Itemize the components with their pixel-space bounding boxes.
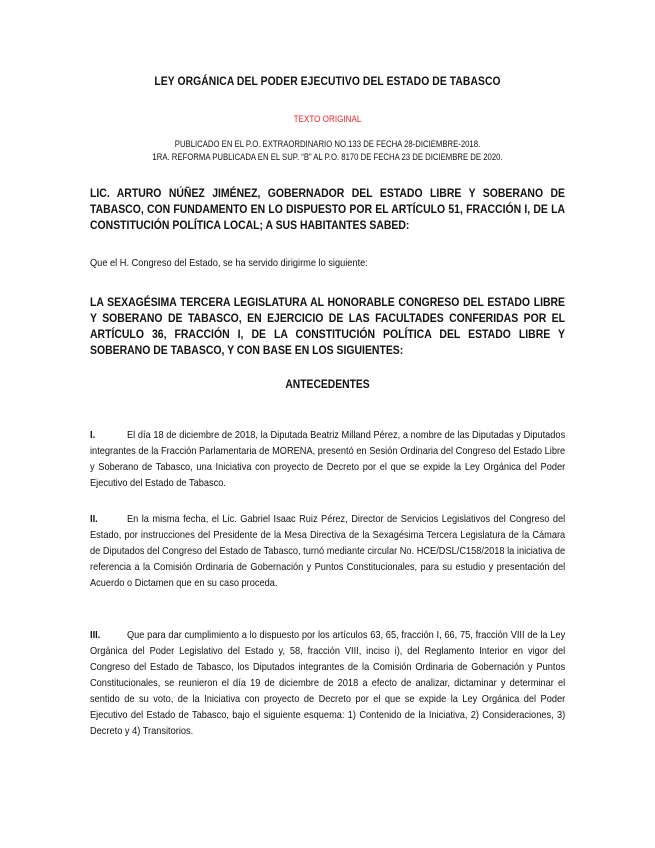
section-heading-antecedentes: ANTECEDENTES	[285, 377, 370, 391]
texto-original-label: TEXTO ORIGINAL	[293, 114, 362, 124]
paragraph-text: En la misma fecha, el Lic. Gabriel Isaac Ruiz Pérez, Director de Servicios Legislativos del Congreso del Estado, por instrucciones del Presidente de la Mesa Directiva de la Sexagésima Tercera Legislatura de la Cámara de Diputados del Congreso del Estado de Tabasco, turnó mediante circular No. HCE/DSL/C158/2018 la iniciativa de referencia a la Comisión Ordinaria de Gobernación y Puntos Constitucionales, para su estudio y presentación del Acuerdo o Dictamen que en su caso proceda.	[90, 513, 566, 589]
antecedent-paragraph-3	[90, 627, 565, 739]
paragraph-numeral: II.	[90, 513, 98, 525]
legislature-preamble	[90, 294, 565, 358]
governor-preamble-text: LIC. ARTURO NÚÑEZ JIMÉNEZ, GOBERNADOR DEL ESTADO LIBRE Y SOBERANO DE TABASCO, CON FUNDAMENTO EN LO DISPUESTO POR EL ARTÍCULO 51, FRACCIÓN I, DE LA CONSTITUCIÓN POLÍTICA LOCAL; A SUS HABITANTES SABED:	[90, 186, 566, 232]
legislature-preamble-text: LA SEXAGÉSIMA TERCERA LEGISLATURA AL HONORABLE CONGRESO DEL ESTADO LIBRE Y SOBERANO DE TABASCO, EN EJERCICIO DE LAS FACULTADES CONFERIDAS POR EL ARTÍCULO 36, FRACCIÓN I, DE LA CONSTITUCIÓN POLÍTICA DEL ESTADO LIBRE Y SOBERANO DE TABASCO, Y CON BASE EN LOS SIGUIENTES:	[90, 295, 566, 357]
governor-preamble	[90, 185, 565, 233]
antecedent-paragraph-2	[90, 511, 565, 591]
paragraph-text: El día 18 de diciembre de 2018, la Diputada Beatriz Milland Pérez, a nombre de las Diputadas y Diputados integrantes de la Fracción Parlamentaria de MORENA, presentó en Sesión Ordinaria del Congreso del Estado Libre y Soberano de Tabasco, una Iniciativa con proyecto de Decreto por el que se expide la Ley Orgánica del Poder Ejecutivo del Estado de Tabasco.	[90, 429, 566, 489]
publication-line-1: PUBLICADO EN EL P.O. EXTRAORDINARIO NO.133 DE FECHA 28-DICIEMBRE-2018.	[174, 139, 481, 149]
antecedent-paragraph-1	[90, 427, 565, 491]
paragraph-text: Que para dar cumplimiento a lo dispuesto por los artículos 63, 65, fracción I, 66, 75, fracción VIII de la Ley Orgánica del Poder Legislativo del Estado y, 58, fracción VIII, inciso i), del Reglamento Interior en vigor del Congreso del Estado de Tabasco, los Diputados integrantes de la Comisión Ordinaria de Gobernación y Puntos Constitucionales, se reunieron el día 19 de diciembre de 2018 a efecto de analizar, dictaminar y determinar el sentido de su voto, de la Iniciativa con proyecto de Decreto por el que se expide la Ley Orgánica del Poder Ejecutivo del Estado de Tabasco, bajo el siguiente esquema: 1) Contenido de la Iniciativa, 2) Consideraciones, 3) Decreto y 4) Transitorios.	[90, 629, 566, 737]
paragraph-numeral: I.	[90, 429, 96, 441]
congress-statement: Que el H. Congreso del Estado, se ha servido dirigirme lo siguiente:	[90, 257, 368, 269]
law-title: LEY ORGÁNICA DEL PODER EJECUTIVO DEL ESTADO DE TABASCO	[154, 74, 501, 88]
publication-info	[46, 138, 609, 164]
paragraph-numeral: III.	[90, 629, 101, 641]
publication-line-2: 1RA. REFORMA PUBLICADA EN EL SUP. “B” AL P.O. 8170 DE FECHA 23 DE DICIEMBRE DE 2020.	[152, 152, 503, 162]
